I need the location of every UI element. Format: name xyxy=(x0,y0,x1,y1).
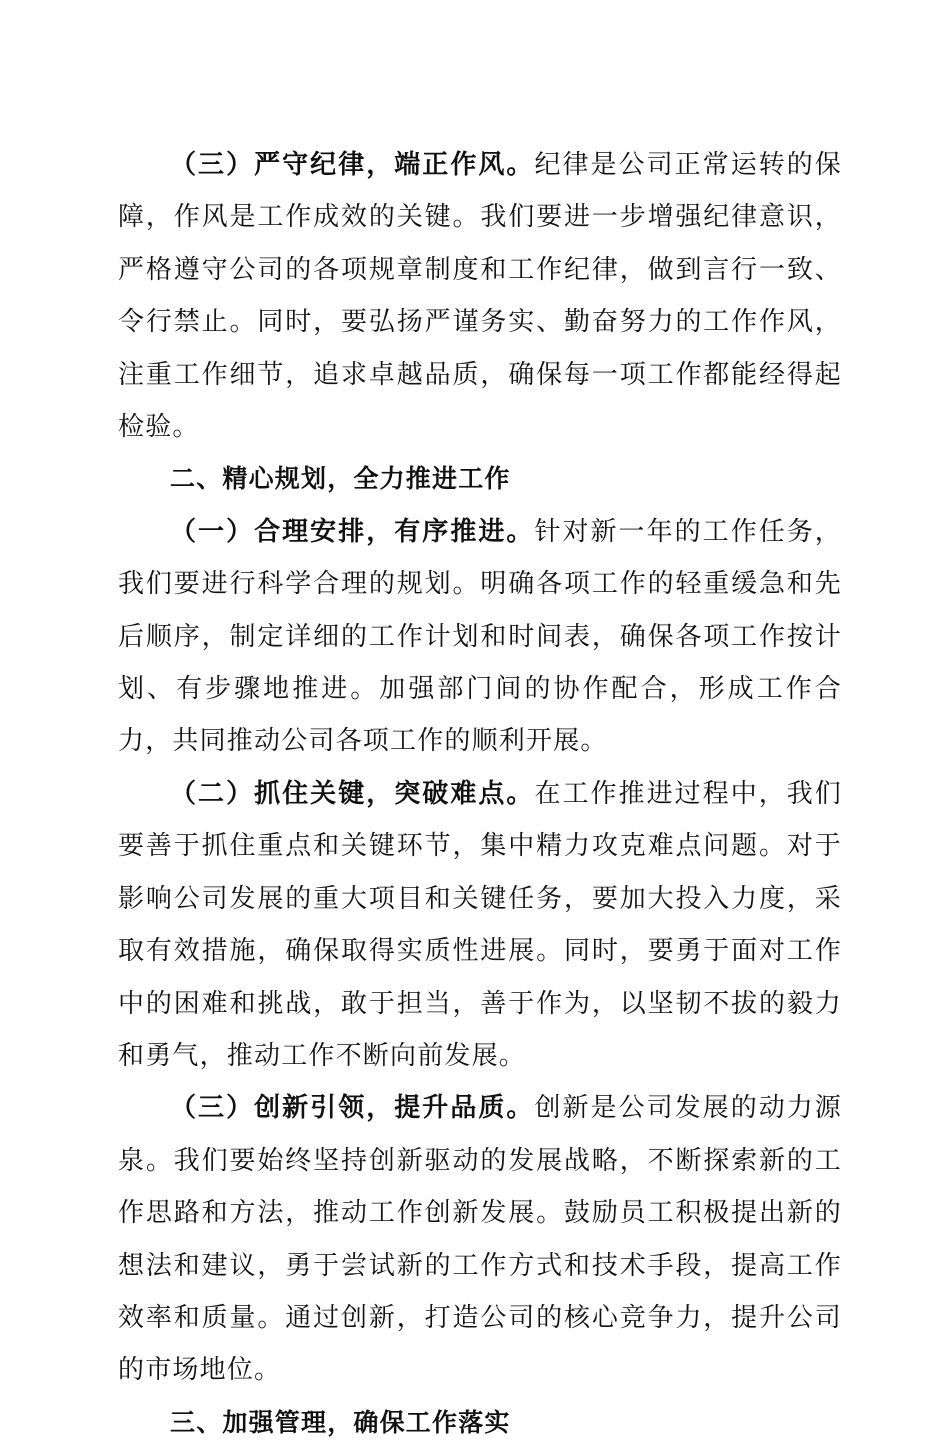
paragraph-text: 在工作推进过程中，我们要善于抓住重点和关键环节，集中精力攻克难点问题。对于影响公司发展的重大项目和关键任务，要加大投入力度，采取有效措施，确保取得实质性进展。同时，要勇于面对工作中的困难和挑战，敢于担当，善于作为，以坚韧不拔的毅力和勇气，推动工作不断向前发展。 xyxy=(118,778,842,1071)
paragraph-key-breakthrough xyxy=(118,768,842,1082)
paragraph-text: 针对新一年的工作任务，我们要进行科学合理的规划。明确各项工作的轻重缓急和先后顺序，制定详细的工作计划和时间表，确保各项工作按计划、有步骤地推进。加强部门间的协作配合，形成工作合力，共同推动公司各项工作的顺利开展。 xyxy=(118,516,842,757)
paragraph-lead: （三）严守纪律，端正作风。 xyxy=(170,150,535,180)
paragraph-lead: （一）合理安排，有序推进。 xyxy=(170,516,535,547)
paragraph-discipline xyxy=(118,139,842,453)
paragraph-innovation xyxy=(118,1082,842,1396)
section-heading-planning: 二、精心规划，全力推进工作 xyxy=(170,464,511,494)
paragraph-text: 创新是公司发展的动力源泉。我们要始终坚持创新驱动的发展战略，不断探索新的工作思路和方法，推动工作创新发展。鼓励员工积极提出新的想法和建议，勇于尝试新的工作方式和技术手段，提高工作效率和质量。通过创新，打造公司的核心竞争力，提升公司的市场地位。 xyxy=(118,1093,842,1386)
paragraph-orderly-progress xyxy=(118,506,842,768)
paragraph-lead: （二）抓住关键，突破难点。 xyxy=(170,778,535,809)
section-heading-management: 三、加强管理，确保工作落实 xyxy=(170,1407,511,1437)
paragraph-text: 纪律是公司正常运转的保障，作风是工作成效的关键。我们要进一步增强纪律意识，严格遵守公司的各项规章制度和工作纪律，做到言行一致、令行禁止。同时，要弘扬严谨务实、勤奋努力的工作作风，注重工作细节，追求卓越品质，确保每一项工作都能经得起检验。 xyxy=(118,150,842,443)
document-body xyxy=(118,139,842,1449)
paragraph-lead: （三）创新引领，提升品质。 xyxy=(170,1093,535,1124)
